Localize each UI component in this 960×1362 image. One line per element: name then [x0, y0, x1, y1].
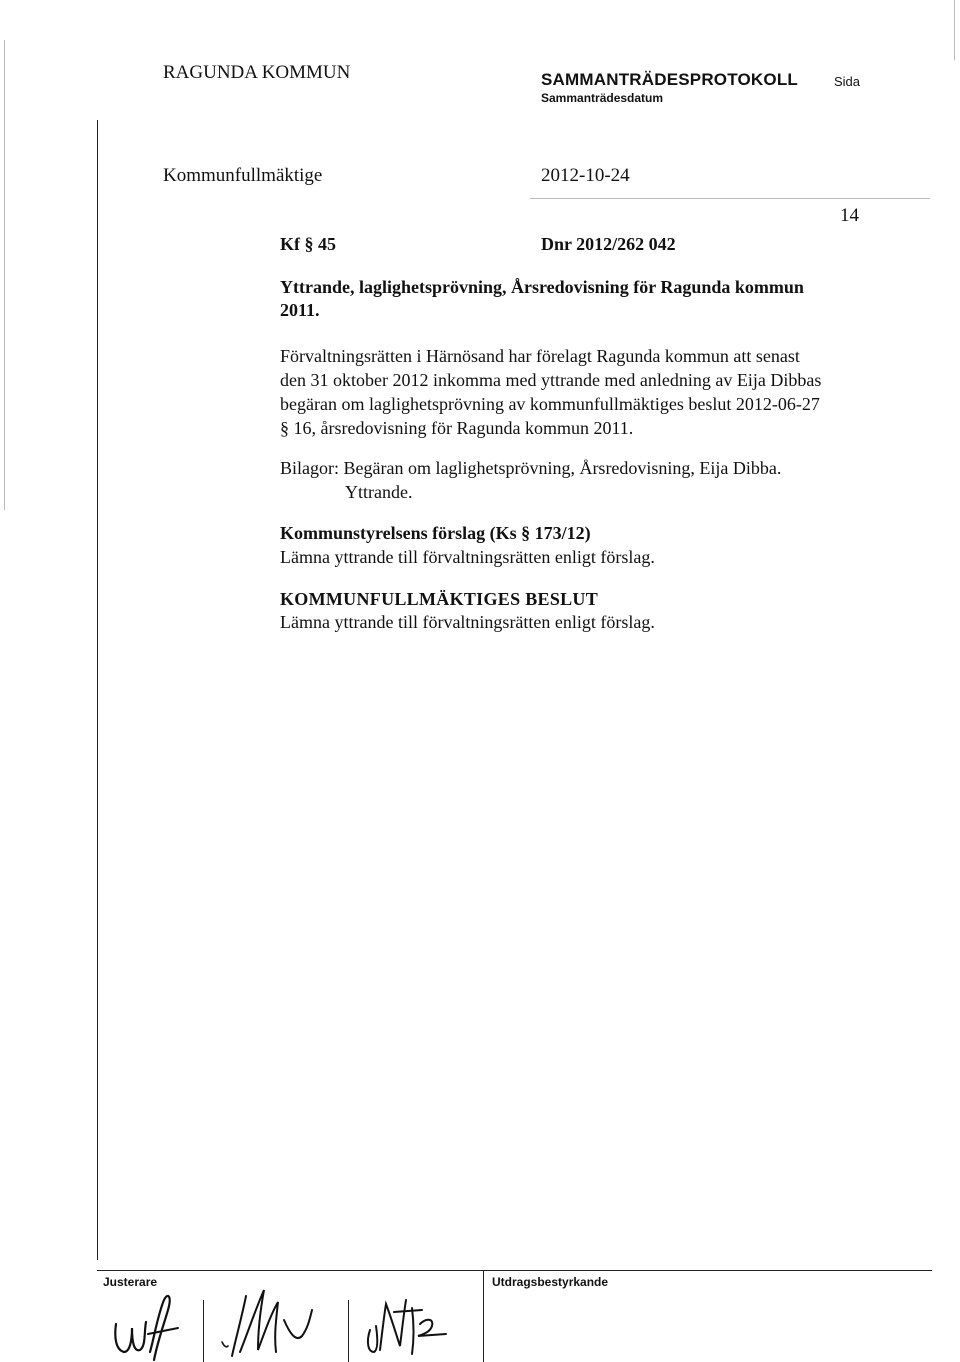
proposal-heading: Kommunstyrelsens förslag (Ks § 173/12) — [280, 523, 591, 543]
item-title-line2: 2011. — [280, 300, 320, 320]
signature-initials-3 — [360, 1290, 470, 1362]
scan-edge-mark — [954, 0, 955, 60]
attachments-line: Bilagor: Begäran om laglighetsprövning, Årsredovisning, Eija Dibba. — [280, 458, 782, 478]
decision-text: Lämna yttrande till förvaltningsrätten enligt förslag. — [280, 612, 655, 632]
scan-edge-mark — [4, 40, 5, 510]
signature-divider — [203, 1300, 204, 1362]
item-reference: Kf § 45 — [280, 234, 336, 254]
margin-rule — [97, 120, 98, 1260]
meeting-date-label: Sammanträdesdatum — [541, 91, 664, 105]
page-label: Sida — [834, 74, 861, 89]
header-divider — [530, 198, 930, 199]
document-type: SAMMANTRÄDESPROTOKOLL — [541, 70, 798, 89]
footer-rule — [97, 1270, 932, 1271]
signature-initials-2 — [212, 1282, 337, 1362]
utdragsbestyrkande-label: Utdragsbestyrkande — [492, 1275, 609, 1289]
body-line: den 31 oktober 2012 inkomma med yttrande med anledning av Eija Dibbas — [280, 370, 822, 390]
attachments-line: Yttrande. — [345, 482, 413, 502]
item-title-line1: Yttrande, laglighetsprövning, Årsredovisning för Ragunda kommun — [280, 277, 804, 297]
case-number: Dnr 2012/262 042 — [541, 234, 676, 254]
footer-divider — [483, 1270, 484, 1362]
body-line: begäran om laglighetsprövning av kommunfullmäktiges beslut 2012-06-27 — [280, 394, 820, 414]
organization-name: RAGUNDA KOMMUN — [163, 62, 351, 83]
justerare-label: Justerare — [103, 1275, 158, 1289]
meeting-body: Kommunfullmäktige — [163, 165, 323, 186]
body-line: § 16, årsredovisning för Ragunda kommun 2011. — [280, 418, 634, 438]
page-number: 14 — [840, 205, 859, 226]
signature-divider — [348, 1300, 349, 1362]
proposal-text: Lämna yttrande till förvaltningsrätten enligt förslag. — [280, 547, 655, 567]
signature-initials-1 — [108, 1288, 188, 1362]
meeting-date: 2012-10-24 — [541, 165, 630, 186]
body-line: Förvaltningsrätten i Härnösand har förelagt Ragunda kommun att senast — [280, 346, 800, 366]
decision-heading: KOMMUNFULLMÄKTIGES BESLUT — [280, 589, 599, 609]
